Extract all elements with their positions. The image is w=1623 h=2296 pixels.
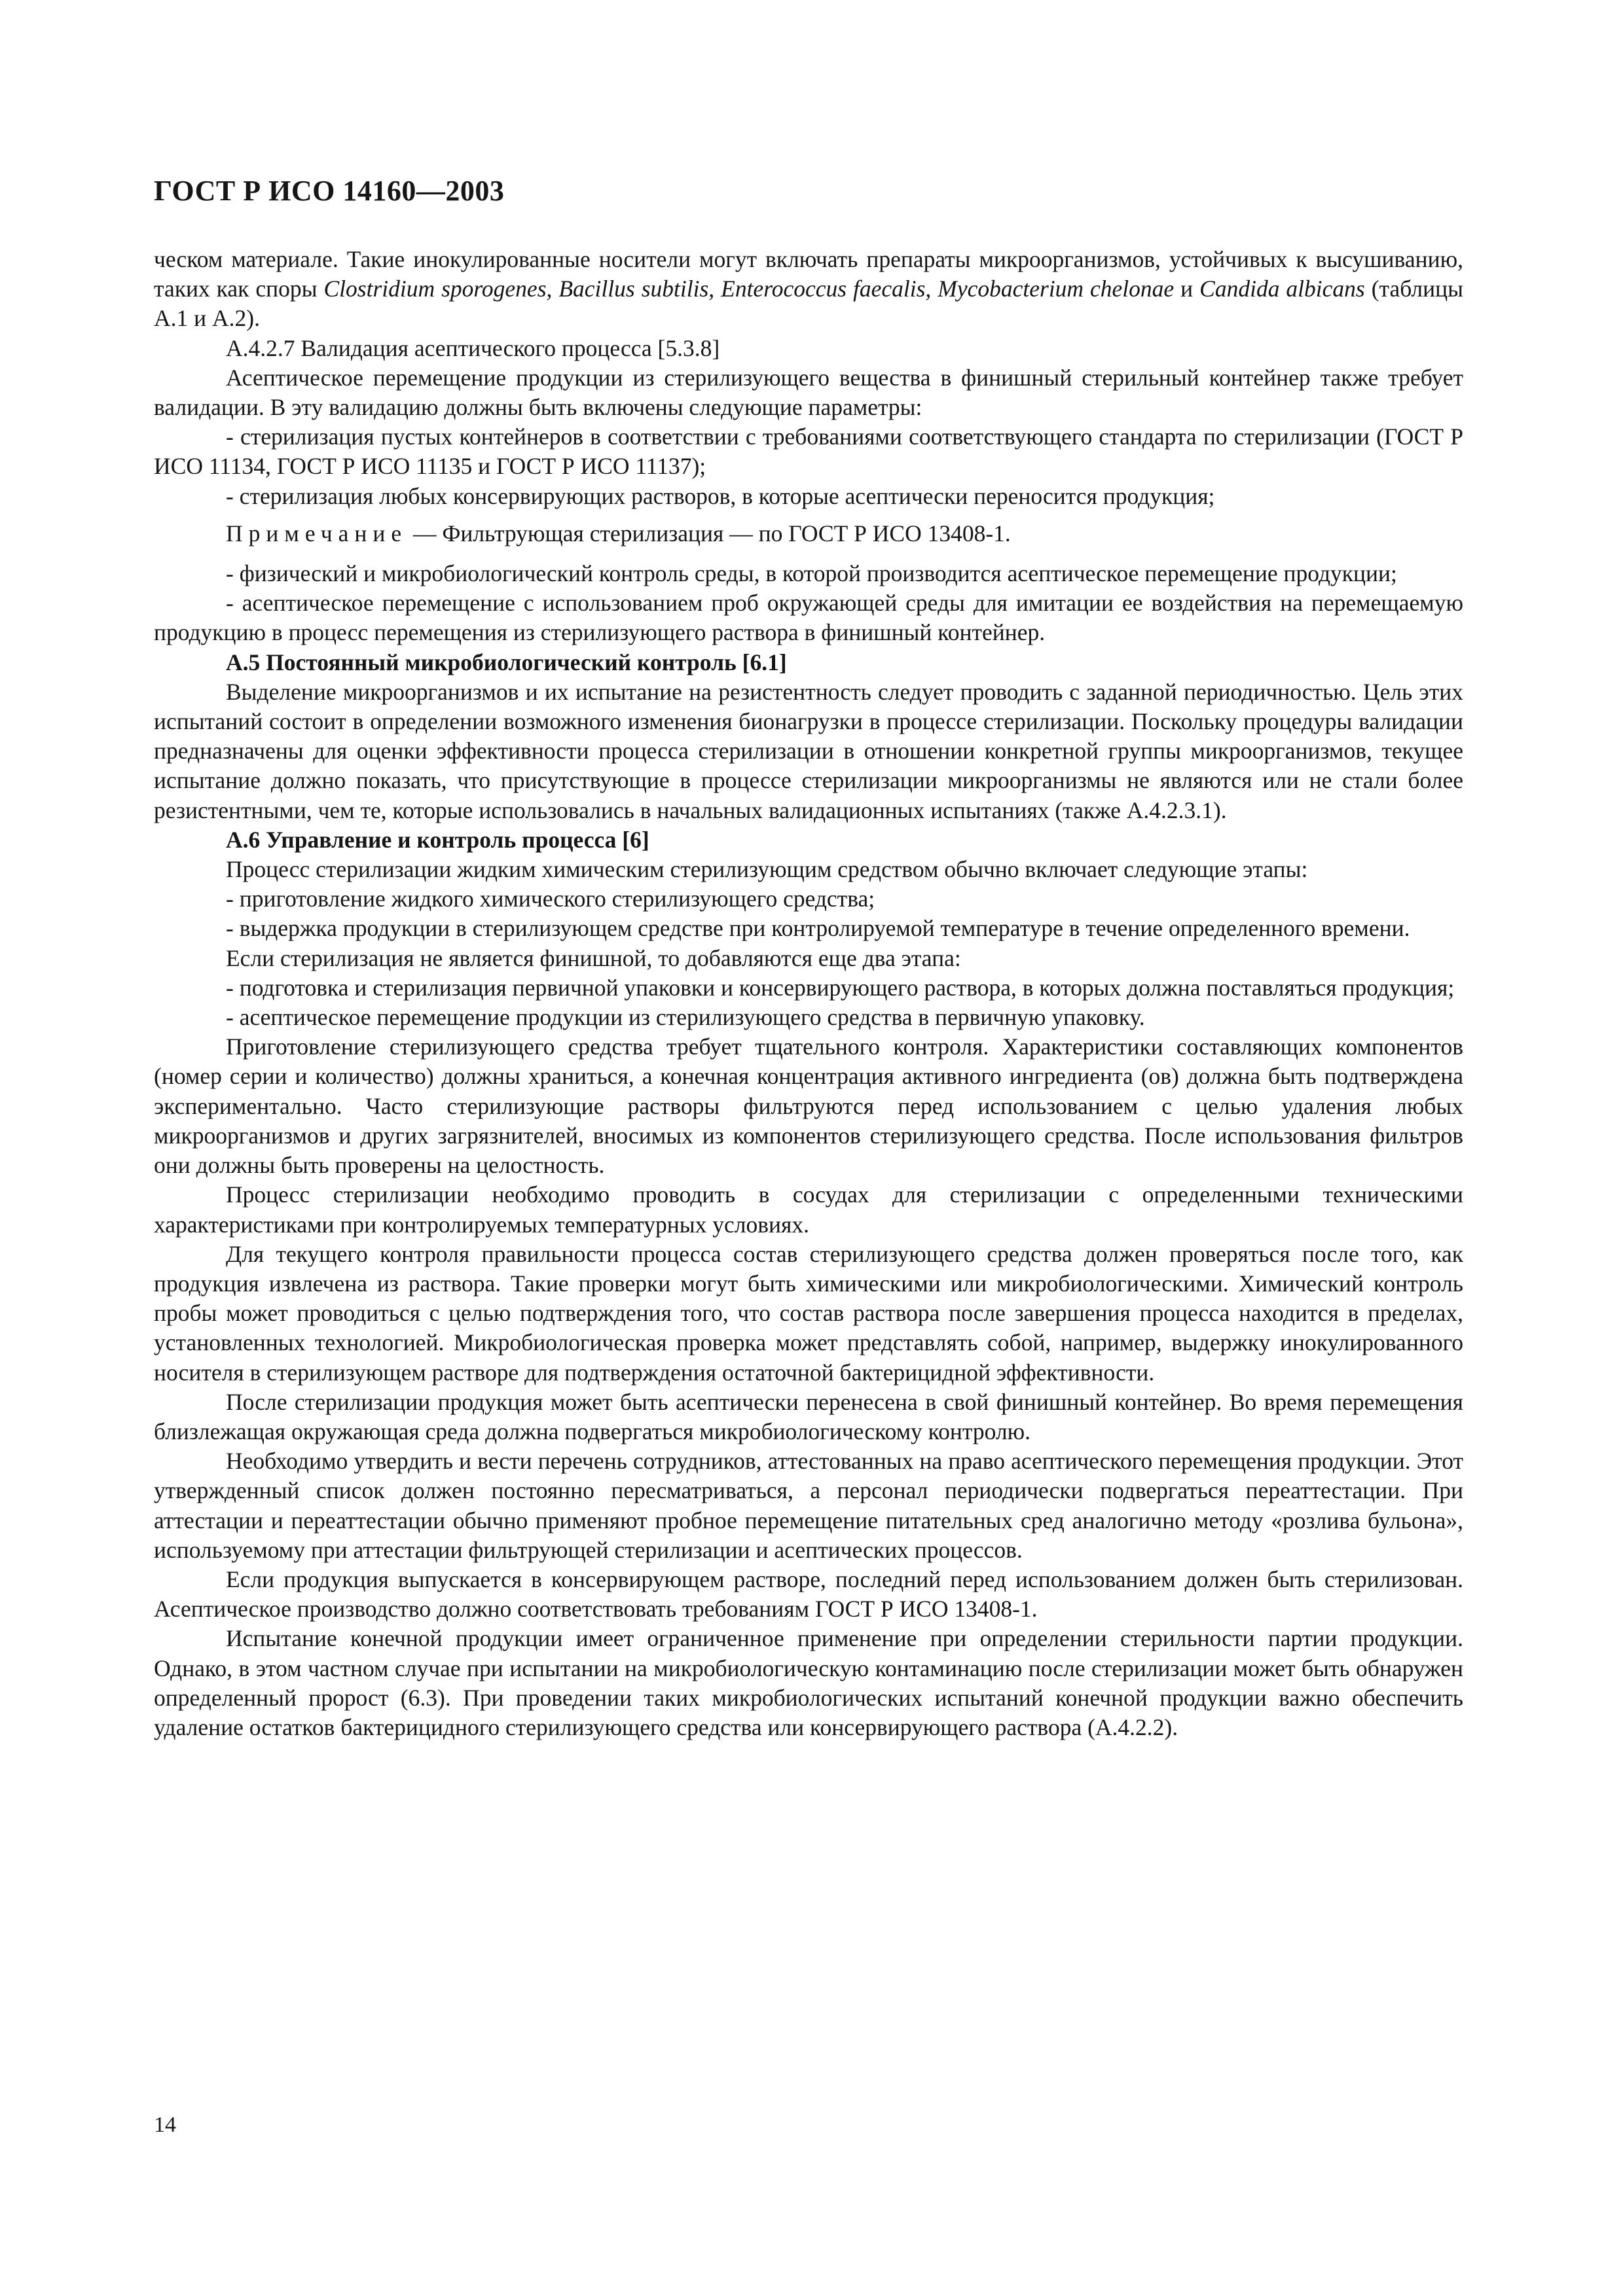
paragraph: Асептическое перемещение продукции из стерилизующего вещества в финишный стерильный контейнер также требует валидации. В эту валидацию должны быть включены следующие параметры:	[154, 364, 1463, 421]
species-names: Clostridium sporogenes, Bacillus subtilis, Enterococcus faecalis, Mycobacterium chelonae	[323, 276, 1175, 302]
paragraph: Необходимо утвердить и вести перечень сотрудников, аттестованных на право асептического перемещения продукции. Этот утвержденный список должен постоянно пересматриваться, а персонал периодически подвергаться переаттестации. При аттестации и переаттестации обычно применяют пробное перемещение питательных сред аналогично методу «розлива бульона», используемому при аттестации фильтрующей стерилизации и асептических процессов.	[154, 1448, 1463, 1563]
paragraph: Процесс стерилизации жидким химическим стерилизующим средством обычно включает следующие этапы:	[226, 856, 1308, 883]
page-number: 14	[154, 2113, 176, 2137]
list-item: - выдержка продукции в стерилизующем средстве при контролируемой температуре в течение определенного времени.	[226, 915, 1410, 942]
paragraph: После стерилизации продукция может быть асептически перенесена в свой финишный контейнер. Во время перемещения близлежащая окружающая среда должна подвергаться микробиологическому контролю.	[154, 1388, 1463, 1444]
paragraph-continuation	[154, 245, 1463, 334]
section-title-a5: А.5 Постоянный микробиологический контроль [6.1]	[226, 649, 787, 675]
paragraph: Если стерилизация не является финишной, то добавляются еще два этапа:	[226, 944, 961, 971]
note-text: — Фильтрующая стерилизация — по ГОСТ Р ИСО 13408-1.	[407, 520, 1011, 547]
section-title-a427: А.4.2.7 Валидация асептического процесса [5.3.8]	[226, 334, 720, 361]
list-item: - асептическое перемещение продукции из стерилизующего средства в первичную упаковку.	[226, 1004, 1145, 1031]
list-item: - асептическое перемещение с использованием проб окружающей среды для имитации ее воздействия на перемещаемую продукцию в процесс перемещения из стерилизующего раствора в финишный контейнер.	[154, 590, 1463, 646]
paragraph: Если продукция выпускается в консервирующем растворе, последний перед использованием должен быть стерилизован. Асептическое производство должно соответствовать требованиям ГОСТ Р ИСО 13408-1.	[154, 1566, 1463, 1623]
paragraph: Приготовление стерилизующего средства требует тщательного контроля. Характеристики составляющих компонентов (номер серии и количество) должны храниться, а конечная концентрация активного ингредиента (ов) должна быть подтверждена экспериментально. Часто стерилизующие растворы фильтруются перед использованием с целью удаления любых микроорганизмов и других загрязнителей, вносимых из компонентов стерилизующего средства. После использования фильтров они должны быть проверены на целостность.	[154, 1033, 1463, 1179]
list-item: - подготовка и стерилизация первичной упаковки и консервирующего раствора, в которых должна поставляться продукция;	[226, 974, 1455, 1001]
text: ческом материале. Такие инокулированные носители могут включать препараты микроорганизмов, устойчивых к высушиванию, таких как споры	[154, 246, 1463, 302]
paragraph: Для текущего контроля правильности процесса состав стерилизующего средства должен проверяться после того, как продукция извлечена из раствора. Такие проверки могут быть химическими или микробиологическими. Химический контроль пробы может проводиться с целью подтверждения того, что состав раствора после завершения процесса находится в пределах, установленных технологией. Микробиологическая проверка может представлять собой, например, выдержку инокулированного носителя в стерилизующем растворе для подтверждения остаточной бактерицидной эффективности.	[154, 1240, 1463, 1386]
section-title-a6: А.6 Управление и контроль процесса [6]	[226, 826, 649, 853]
species-name: Candida albicans	[1199, 276, 1365, 302]
paragraph: Испытание конечной продукции имеет ограниченное применение при определении стерильности партии продукции. Однако, в этом частном случае при испытании на микробиологическую контаминацию после стерилизации может быть обнаружен определенный пророст (6.3). При проведении таких микробиологических испытаний конечной продукции важно обеспечить удаление остатков бактерицидного стерилизующего средства или консервирующего раствора (А.4.2.2).	[154, 1625, 1463, 1740]
paragraph: Процесс стерилизации необходимо проводить в сосудах для стерилизации с определенными техническими характеристиками при контролируемых температурных условиях.	[154, 1181, 1463, 1238]
note-label: Примечание	[226, 520, 408, 547]
list-item: - приготовление жидкого химического стерилизующего средства;	[226, 886, 875, 912]
note	[154, 519, 1463, 548]
text: (таблицы А.1 и А.2).	[154, 276, 1463, 332]
document-body	[154, 245, 1463, 1742]
paragraph: Выделение микроорганизмов и их испытание на резистентность следует проводить с заданной периодичностью. Цель этих испытаний состоит в определении возможного изменения бионагрузки в процессе стерилизации. Поскольку процедуры валидации предназначены для оценки эффективности процесса стерилизации в отношении конкретной группы микроорганизмов, текущее испытание должно показать, что присутствующие в процессе стерилизации микроорганизмы не являются или не стали более резистентными, чем те, которые использовались в начальных валидационных испытаниях (также А.4.2.3.1).	[154, 678, 1463, 823]
text: и	[1174, 276, 1200, 302]
list-item: - физический и микробиологический контроль среды, в которой производится асептическое перемещение продукции;	[226, 560, 1397, 587]
document-header: ГОСТ Р ИСО 14160—2003	[154, 175, 505, 207]
list-item: - стерилизация любых консервирующих растворов, в которые асептически переносится продукция;	[226, 482, 1215, 509]
list-item: - стерилизация пустых контейнеров в соответствии с требованиями соответствующего стандарта по стерилизации (ГОСТ Р ИСО 11134, ГОСТ Р ИСО 11135 и ГОСТ Р ИСО 11137);	[154, 423, 1463, 480]
